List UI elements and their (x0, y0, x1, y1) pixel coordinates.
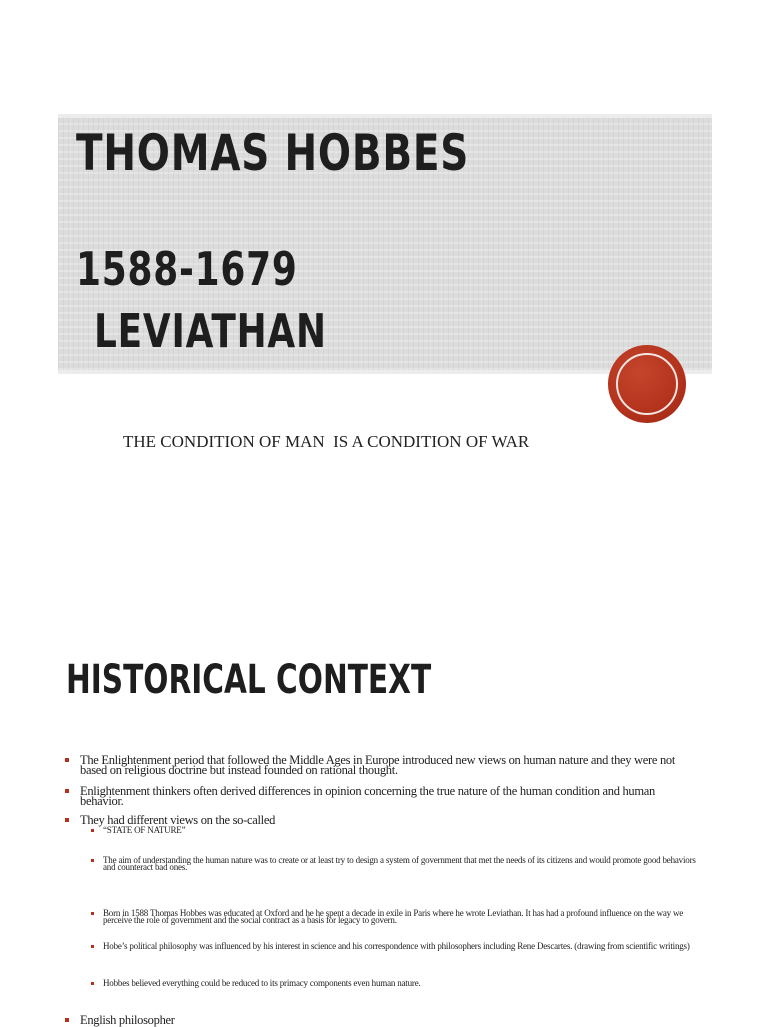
bullet-item: Enlightenment thinkers often derived differences in opinion concerning the true nature of the human condition and human behavior. (80, 786, 680, 806)
sub-bullet-item: The aim of understanding the human nature was to create or at least try to design a system of government that met the needs of its citizens and would promote good behaviors and counteract bad ones. (103, 857, 708, 871)
title-name: THOMAS HOBBES (76, 124, 470, 182)
section-heading: HISTORICAL CONTEXT (66, 657, 432, 703)
title-dates: 1588-1679 (76, 242, 298, 296)
slide-subtitle: THE CONDITION OF MAN IS A CONDITION OF WAR (123, 432, 530, 451)
title-work: LEVIATHAN (94, 304, 327, 358)
bullet-item: The Enlightenment period that followed the Middle Ages in Europe introduced new views on human nature and they were not based on religious doctrine but instead founded on rational thought. (80, 755, 680, 775)
sub-bullet-item: Hobbes believed everything could be reduced to its primacy components even human nature. (103, 980, 708, 987)
sub-bullet-item: Hobe’s political philosophy was influenced by his interest in science and his correspondence with philosophers including Rene Descartes. (drawing from scientific writings) (103, 943, 708, 950)
bullet-item: English philosopher (80, 1015, 680, 1025)
sub-bullet-item: Born in 1588 Thomas Hobbes was educated at Oxford and he he spent a decade in exile in Paris where he wrote Leviathan. It has had a profound influence on the way we perceive the role of government and the social contract as a basis for legacy to govern. (103, 910, 708, 924)
bullet-item: They had different views on the so-called (80, 815, 680, 825)
sub-bullet-item: “STATE OF NATURE” (103, 827, 708, 834)
